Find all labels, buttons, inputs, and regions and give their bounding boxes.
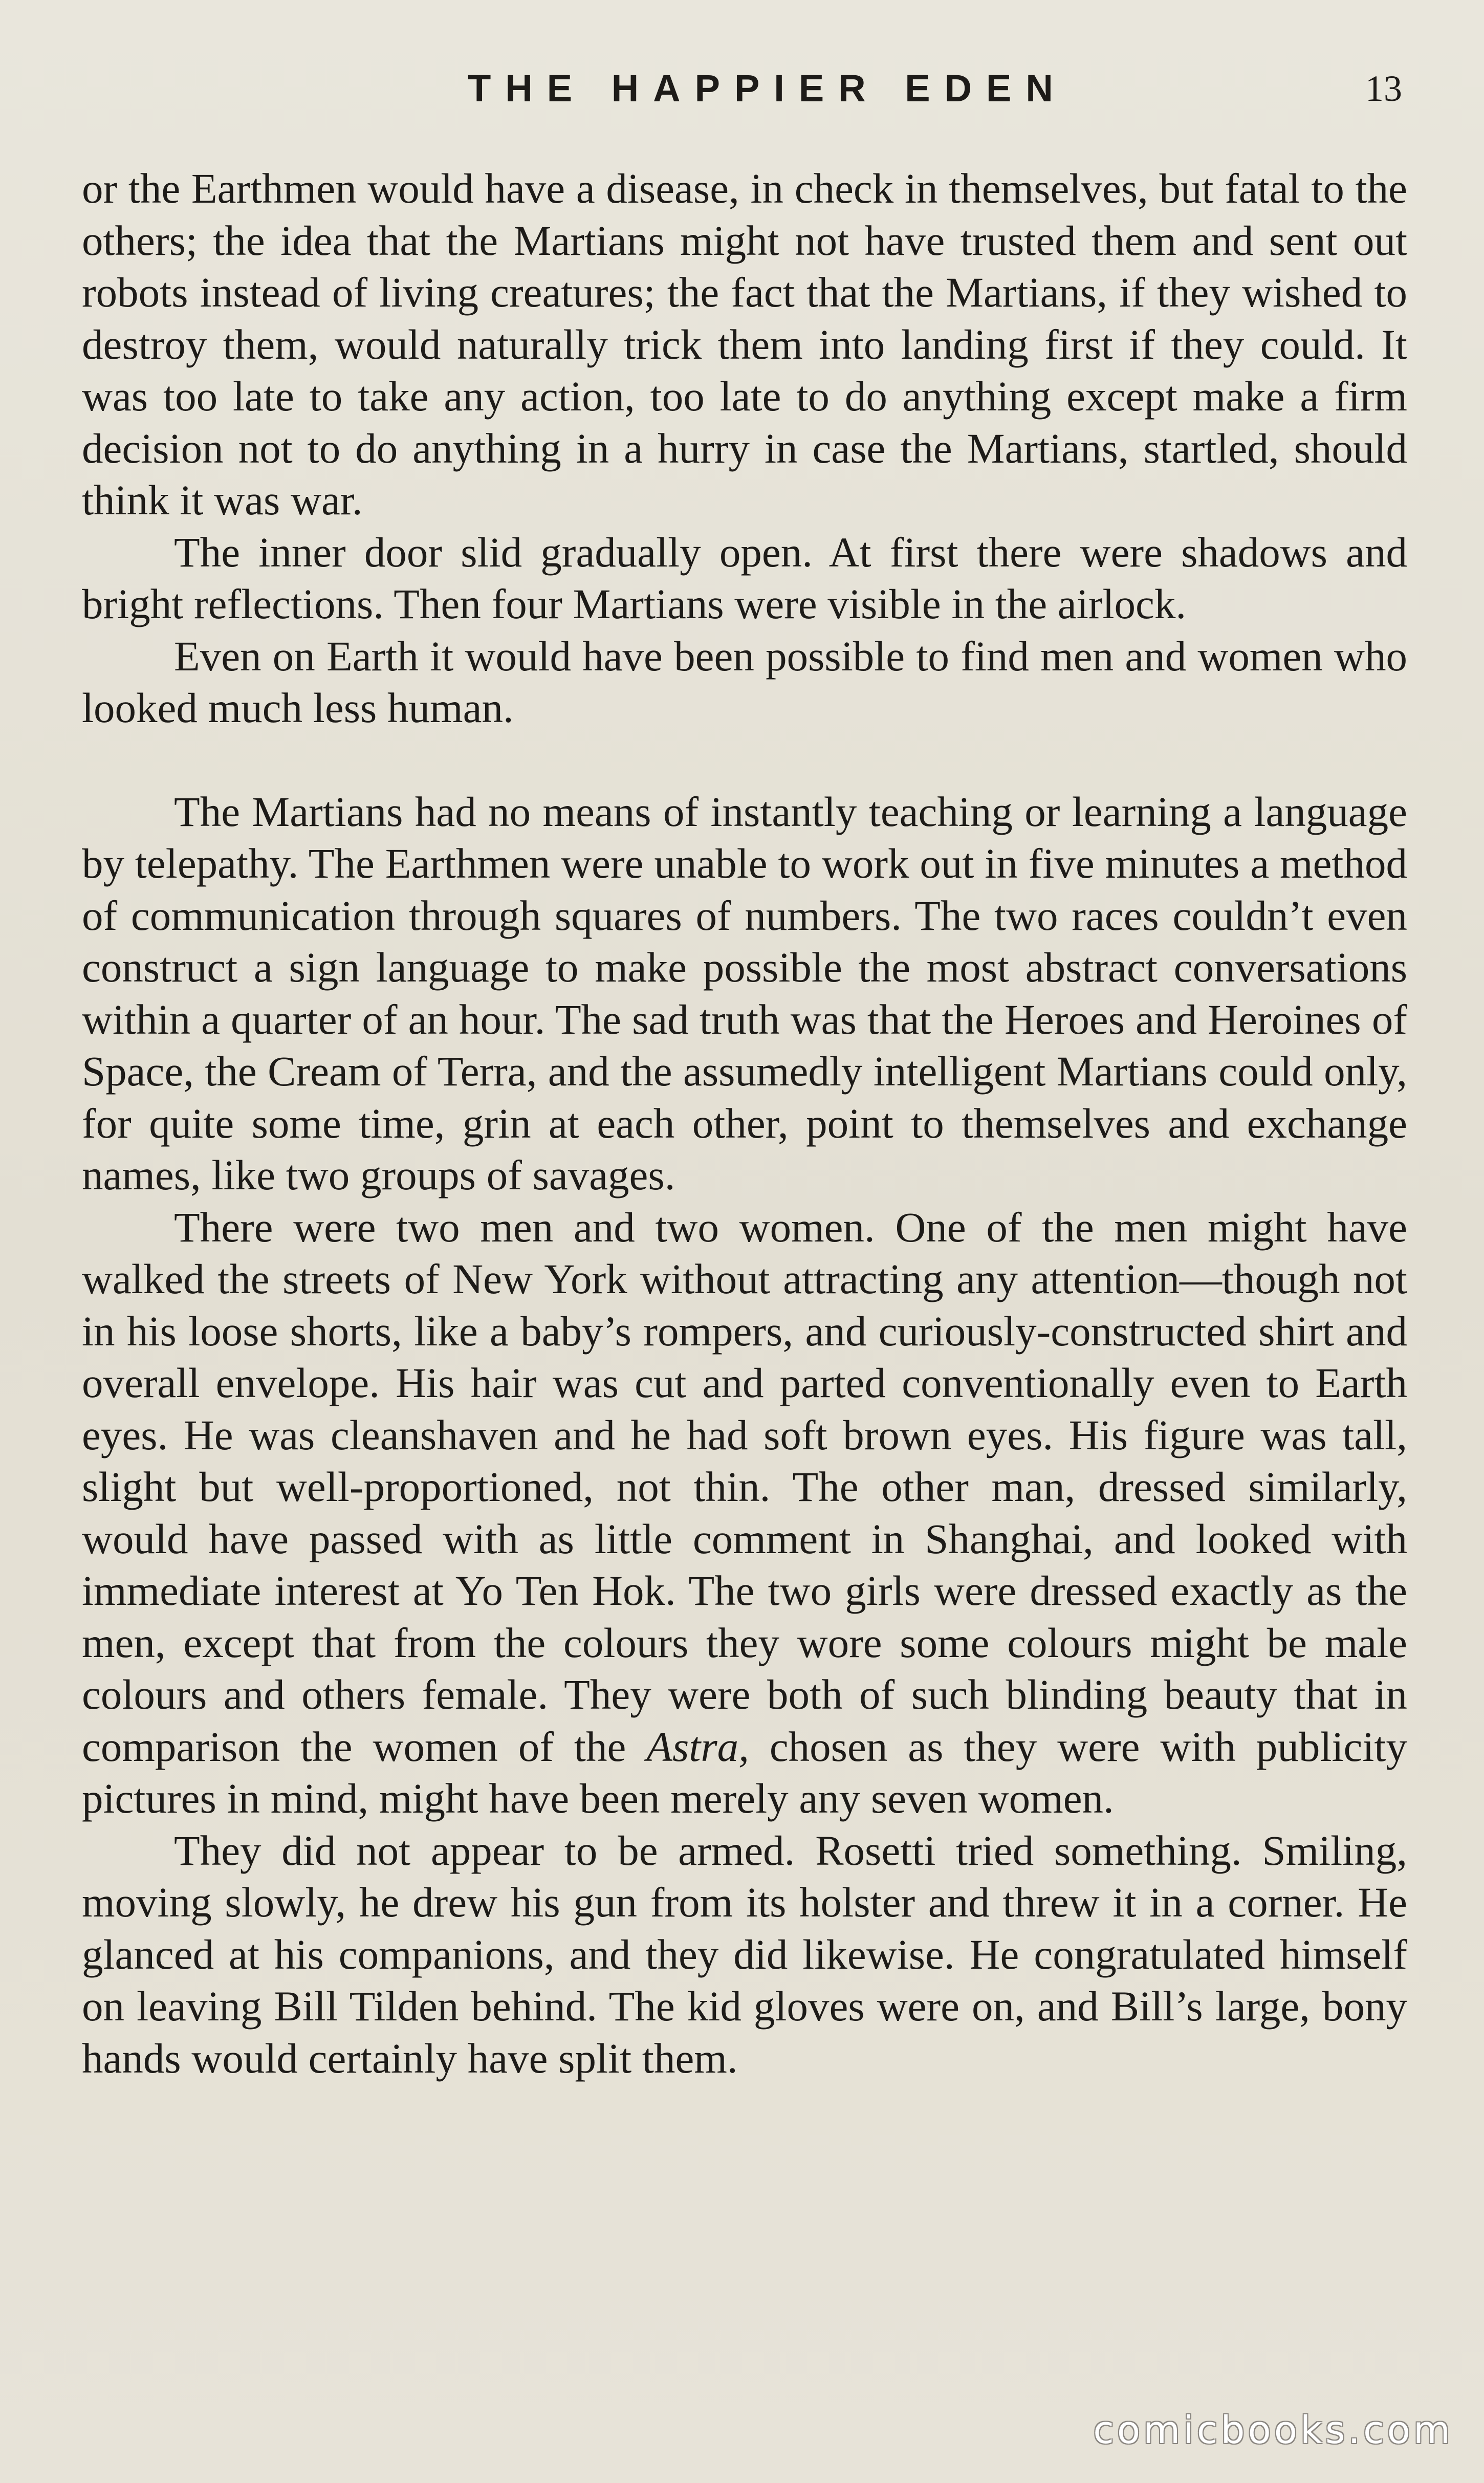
paragraph-5-text-a: There were two men and two women. One of the men might have walked the streets of New York without attracting any attention—though not in his loose shorts, like a baby’s rompers, and curiously-constructed shirt and overall envelope. His hair was cut and parted conventionally even to Earth eyes. He was cleanshaven and he had soft brown eyes. His figure was tall, slight but well-proportioned, not thin. The other man, dressed similarly, would have passed with as little comment in Shanghai, and looked with immediate interest at Yo Ten Hok. The two girls were dressed exactly as the men, except that from the colours they wore some colours might be male colours and others female. They were both of such blinding beauty that in comparison the women of the <box>82 1203 1407 1770</box>
ship-name-italic: Astra, <box>646 1723 749 1770</box>
running-title: THE HAPPIER EDEN <box>468 67 1067 110</box>
running-head <box>82 60 1402 117</box>
paragraph-6: They did not appear to be armed. Rosetti tried something. Smiling, moving slowly, he drew his gun from its holster and threw it in a corner. He glanced at his companions, and they did likewise. He congratulated himself on leaving Bill Tilden behind. The kid gloves were on, and Bill’s large, bony hands would certainly have split them. <box>82 1826 1407 2082</box>
page-number: 13 <box>1365 68 1402 109</box>
body-text <box>82 163 1407 2084</box>
paragraph-5-text-b: chosen as they were with publicity pictures in mind, might have been merely any seven women. <box>82 1723 1407 1822</box>
paragraph-1: or the Earthmen would have a disease, in check in themselves, but fatal to the others; the idea that the Martians might not have trusted them and sent out robots instead of living creatures; the fact that the Martians, if they wished to destroy them, would naturally trick them into landing first if they could. It was too late to take any action, too late to do anything except make a firm decision not to do anything in a hurry in case the Martians, startled, should think it was war. <box>82 165 1407 524</box>
paragraph-2: The inner door slid gradually open. At first there were shadows and bright reflections. Then four Martians were visible in the airlock. <box>82 528 1407 627</box>
paragraph-3: Even on Earth it would have been possible to find men and women who looked much less human. <box>82 632 1407 731</box>
paragraph-5 <box>82 1202 1407 1825</box>
paragraph-4: The Martians had no means of instantly teaching or learning a language by telepathy. The Earthmen were unable to work out in five minutes a method of communication through squares of numbers. The two races couldn’t even construct a sign language to make possible the most abstract conversations within a quarter of an hour. The sad truth was that the Heroes and Heroines of Space, the Cream of Terra, and the assumedly intelligent Martians could only, for quite some time, grin at each other, point to themselves and exchange names, like two groups of savages. <box>82 788 1407 1199</box>
watermark-logo: comicbooks.com <box>1093 2408 1453 2452</box>
